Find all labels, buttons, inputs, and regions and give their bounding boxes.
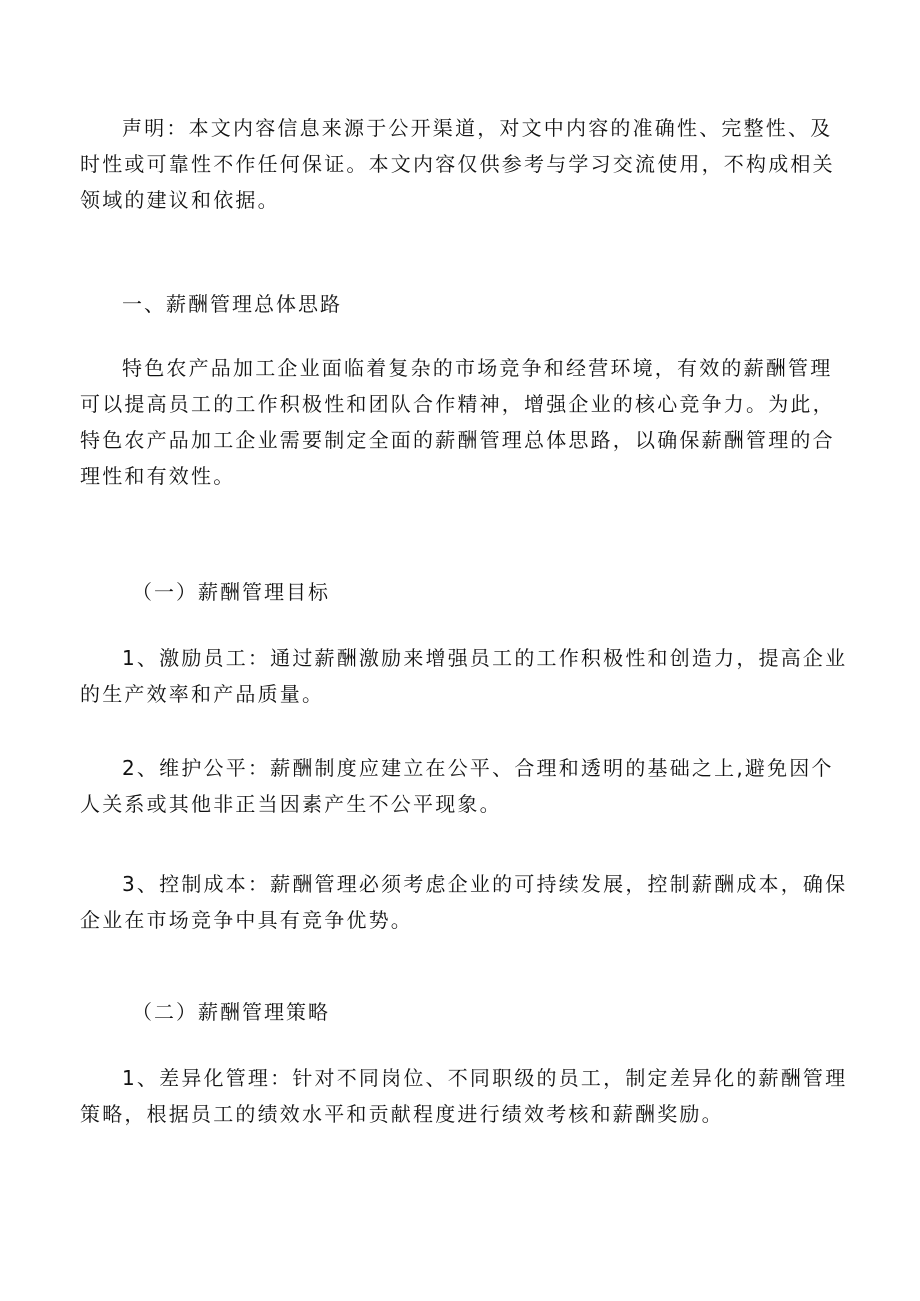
goal-paragraph-1: 1、激励员工：通过薪酬激励来增强员工的工作积极性和创造力，提高企业的生产效率和产品质量。: [80, 646, 848, 706]
goal-paragraph-3: 3、控制成本：薪酬管理必须考虑企业的可持续发展，控制薪酬成本，确保企业在市场竞争中具有竞争优势。: [80, 872, 848, 932]
goal-paragraph-2: 2、维护公平：薪酬制度应建立在公平、合理和透明的基础之上,避免因个人关系或其他非正当因素产生不公平现象。: [80, 756, 834, 816]
subsection-title: （一）薪酬管理目标: [132, 580, 330, 604]
strategy-paragraph-1: 1、差异化管理：针对不同岗位、不同职级的员工，制定差异化的薪酬管理策略，根据员工的绩效水平和贡献程度进行绩效考核和薪酬奖励。: [80, 1066, 848, 1126]
subsection-title: （二）薪酬管理策略: [132, 1000, 330, 1024]
disclaimer-paragraph: 声明：本文内容信息来源于公开渠道，对文中内容的准确性、完整性、及时性或可靠性不作任何保证。本文内容仅供参考与学习交流使用，不构成相关领域的建议和依据。: [80, 116, 835, 212]
section-body-paragraph: 特色农产品加工企业面临着复杂的市场竞争和经营环境，有效的薪酬管理可以提高员工的工作积极性和团队合作精神，增强企业的核心竞争力。为此，特色农产品加工企业需要制定全面的薪酬管理总体思路，以确保薪酬管理的合理性和有效性。: [80, 356, 835, 488]
section-title: 一、薪酬管理总体思路: [122, 292, 342, 316]
